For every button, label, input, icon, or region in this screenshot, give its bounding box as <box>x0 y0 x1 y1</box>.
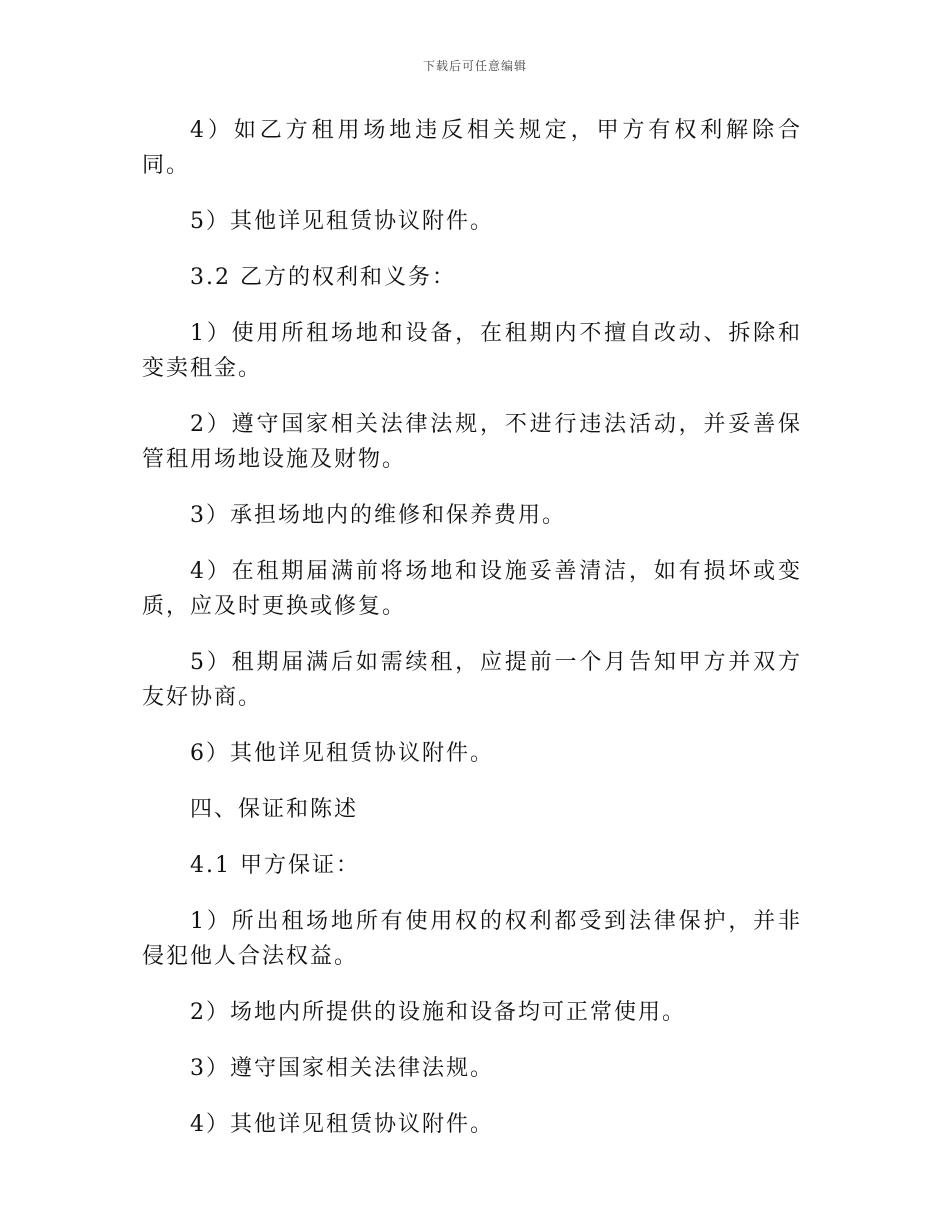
paragraph-c-4: 4）其他详见租赁协议附件。 <box>190 1112 494 1137</box>
paragraph-c-1: 1）所出租场地所有使用权的权利都受到法律保护，并非侵犯他人合法权益。 <box>142 909 802 969</box>
paragraph-b-3: 3）承担场地内的维修和保养费用。 <box>190 503 566 528</box>
page-header-note: 下载后可任意编辑 <box>422 59 527 73</box>
paragraph-b-5: 5）租期届满后如需续租，应提前一个月告知甲方并双方友好协商。 <box>142 650 802 710</box>
paragraph-c-3: 3）遵守国家相关法律法规。 <box>190 1056 494 1081</box>
section-heading-4: 四、保证和陈述 <box>190 797 359 822</box>
paragraph-b-1: 1）使用所租场地和设备，在租期内不擅自改动、拆除和变卖租金。 <box>142 321 802 381</box>
section-heading-4-1: 4.1 甲方保证： <box>190 853 360 878</box>
document-body <box>142 113 802 1163</box>
paragraph-c-2: 2）场地内所提供的设施和设备均可正常使用。 <box>190 1000 686 1025</box>
paragraph-a-4: 4）如乙方租用场地违反相关规定，甲方有权利解除合同。 <box>142 118 802 178</box>
section-heading-3-2: 3.2 乙方的权利和义务： <box>190 265 456 290</box>
paragraph-b-4: 4）在租期届满前将场地和设施妥善清洁，如有损坏或变质，应及时更换或修复。 <box>142 559 802 619</box>
paragraph-b-2: 2）遵守国家相关法律法规，不进行违法活动，并妥善保管租用场地设施及财物。 <box>142 412 802 472</box>
paragraph-a-5: 5）其他详见租赁协议附件。 <box>190 209 494 234</box>
paragraph-b-6: 6）其他详见租赁协议附件。 <box>190 741 494 766</box>
